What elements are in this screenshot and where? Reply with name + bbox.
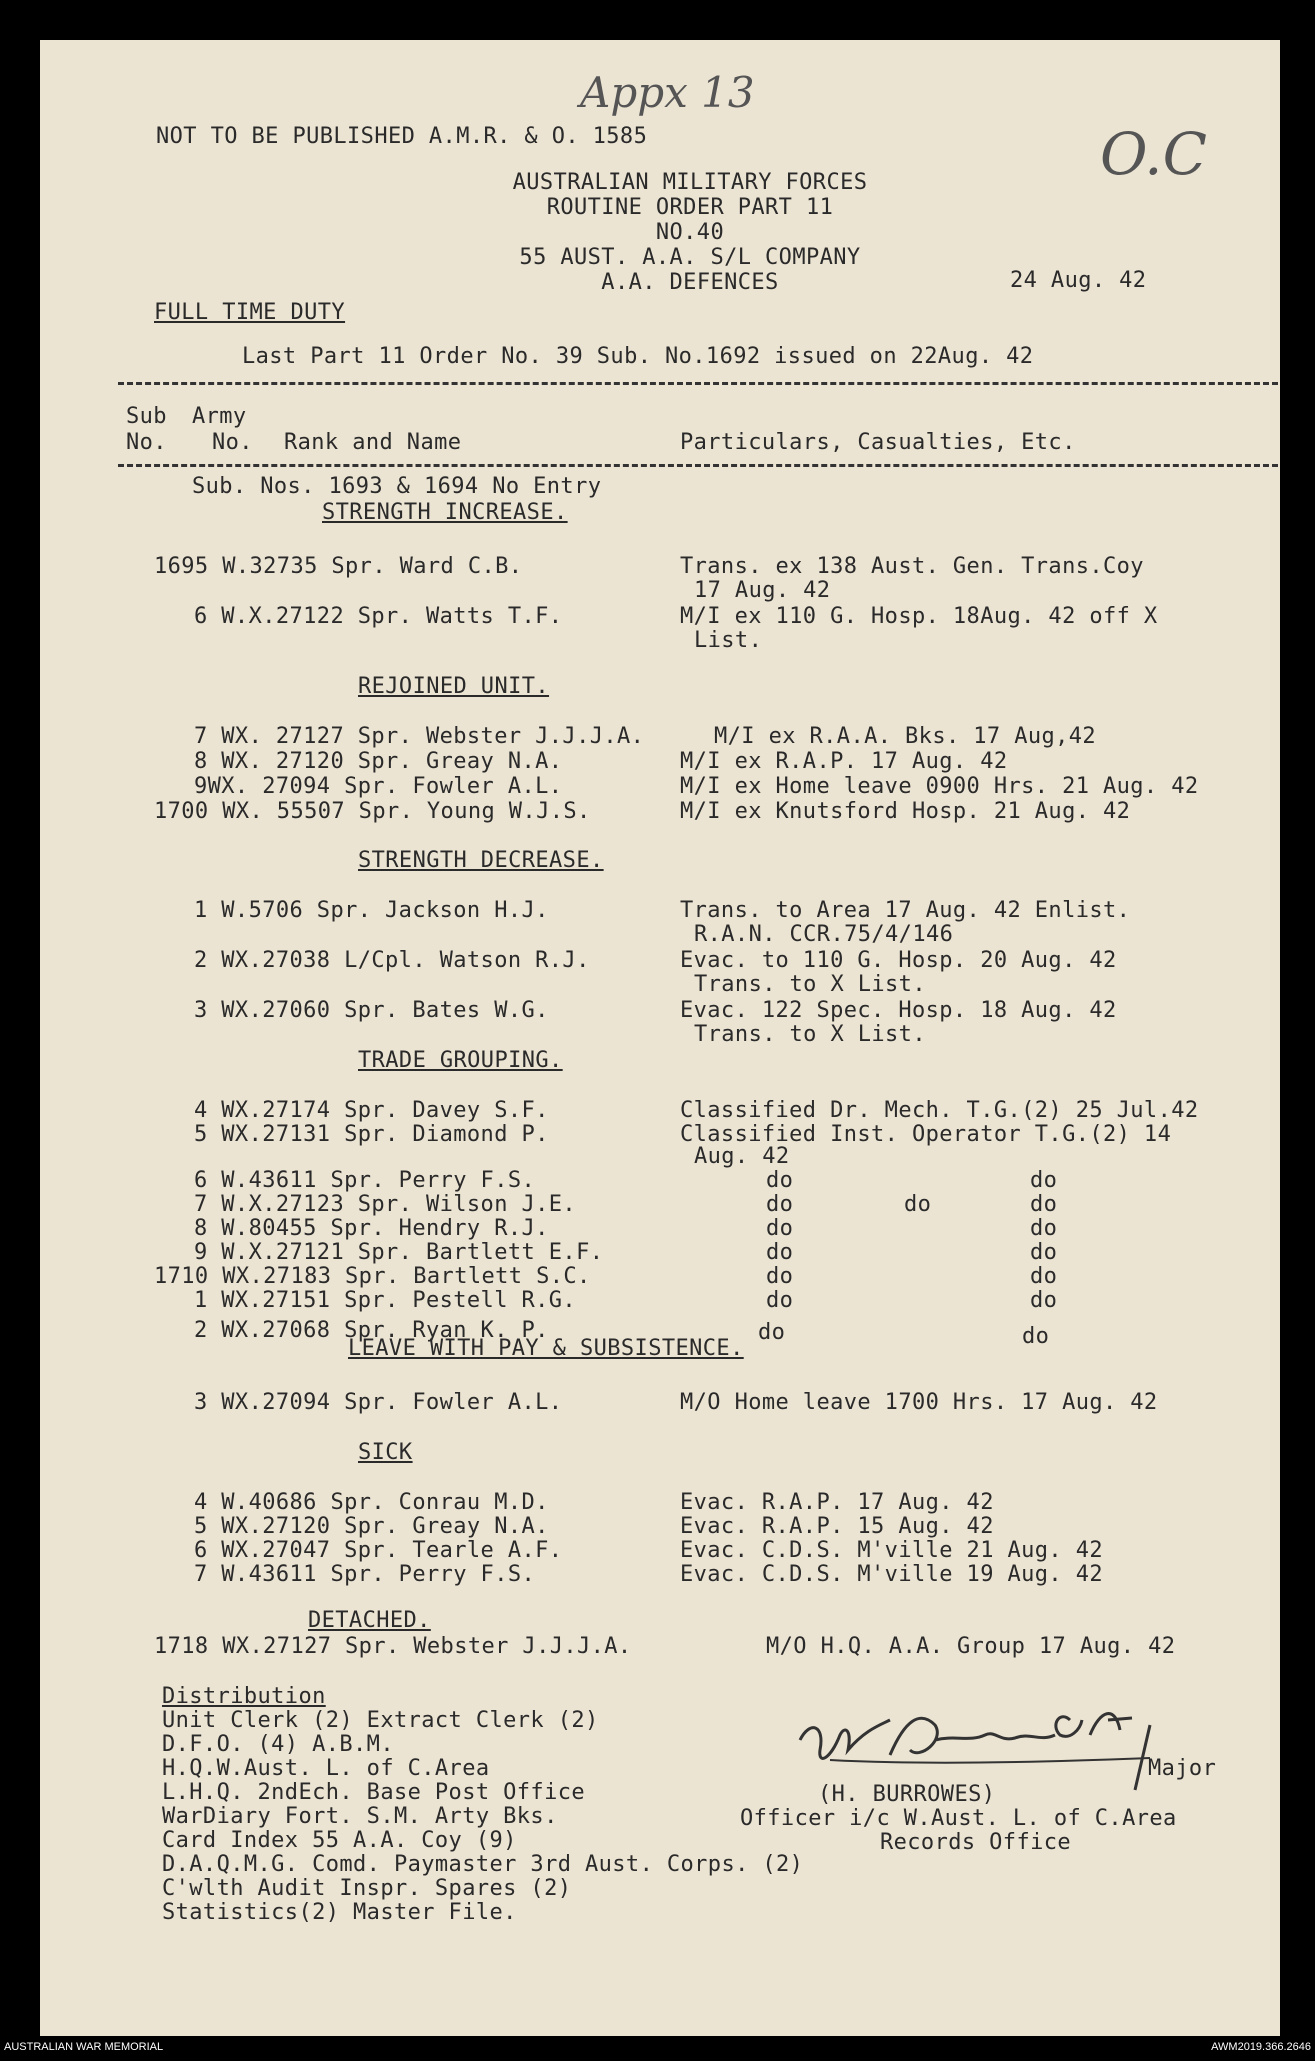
distribution-line: C'wlth Audit Inspr. Spares (2) (162, 1876, 572, 1901)
entry-1702: 2 WX.27038 L/Cpl. Watson R.J. (194, 948, 590, 973)
section-strength-decrease: STRENGTH DECREASE. (358, 848, 604, 873)
section-detached: DETACHED. (308, 1608, 431, 1633)
signatory-office: Records Office (880, 1830, 1072, 1855)
header-line-5: A.A. DEFENCES (601, 270, 779, 295)
entry-1708: 8 W.80455 Spr. Hendry R.J. (194, 1216, 549, 1241)
entry-1698: 8 WX. 27120 Spr. Greay N.A. (194, 749, 563, 774)
header-line-3: NO.40 (655, 220, 725, 245)
col-army-no-label: No. (212, 430, 253, 455)
col-sub-no-label: No. (126, 430, 167, 455)
no-entry-line: Sub. Nos. 1693 & 1694 No Entry (192, 474, 602, 499)
entry-1704-particulars: Classified Dr. Mech. T.G.(2) 25 Jul.42 (680, 1098, 1199, 1123)
col-sub-label: Sub (126, 404, 167, 429)
distribution-line: L.H.Q. 2ndEch. Base Post Office (162, 1780, 585, 1805)
col-particulars-label: Particulars, Casualties, Etc. (680, 430, 1076, 455)
ditto-mark: do (1030, 1168, 1058, 1193)
distribution-line: WarDiary Fort. S.M. Arty Bks. (162, 1804, 558, 1829)
divider-top (118, 382, 1278, 385)
entry-1701-particulars: Trans. to Area 17 Aug. 42 Enlist. (680, 898, 1131, 923)
distribution-line: Unit Clerk (2) Extract Clerk (2) (162, 1708, 599, 1733)
signatory-title: Officer i/c W.Aust. L. of C.Area (740, 1806, 1177, 1831)
footer-catalogue-number: AWM2019.366.2646 (1211, 2041, 1311, 2053)
handwritten-appendix-note: Appx 13 (580, 68, 755, 117)
entry-1698-particulars: M/I ex R.A.P. 17 Aug. 42 (680, 749, 1008, 774)
ditto-mark: do (1030, 1264, 1058, 1289)
ditto-mark: do (758, 1320, 786, 1345)
ditto-mark: do (766, 1264, 794, 1289)
signatory-name: (H. BURROWES) (818, 1782, 996, 1807)
entry-1701: 1 W.5706 Spr. Jackson H.J. (194, 898, 549, 923)
entry-1696: 6 W.X.27122 Spr. Watts T.F. (194, 604, 563, 629)
entry-1706: 6 W.43611 Spr. Perry F.S. (194, 1168, 536, 1193)
entry-1701-particulars-cont: R.A.N. CCR.75/4/146 (694, 922, 954, 947)
header-line-1: AUSTRALIAN MILITARY FORCES (512, 170, 868, 195)
distribution-line: D.F.O. (4) A.B.M. (162, 1732, 394, 1757)
entry-1703-particulars-cont: Trans. to X List. (694, 1022, 926, 1047)
distribution-title: Distribution (162, 1684, 326, 1709)
entry-1715-particulars: Evac. R.A.P. 15 Aug. 42 (680, 1514, 994, 1539)
entry-1705-particulars-cont: Aug. 42 (694, 1144, 790, 1169)
entry-1696-particulars: M/I ex 110 G. Hosp. 18Aug. 42 off X (680, 604, 1158, 629)
entry-1703-particulars: Evac. 122 Spec. Hosp. 18 Aug. 42 (680, 998, 1117, 1023)
section-strength-increase: STRENGTH INCREASE. (322, 500, 568, 525)
entry-1695: 1695 W.32735 Spr. Ward C.B. (154, 554, 523, 579)
distribution-line: Statistics(2) Master File. (162, 1900, 517, 1925)
entry-1713: 3 WX.27094 Spr. Fowler A.L. (194, 1390, 563, 1415)
distribution-line: H.Q.W.Aust. L. of C.Area (162, 1756, 490, 1781)
col-rank-name-label: Rank and Name (284, 430, 462, 455)
ditto-mark: do (1030, 1216, 1058, 1241)
ditto-mark: do (766, 1288, 794, 1313)
distribution-line: D.A.Q.M.G. Comd. Paymaster 3rd Aust. Corps. (2) (162, 1852, 804, 1877)
section-leave-with-pay: LEAVE WITH PAY & SUBSISTENCE. (348, 1336, 744, 1361)
entry-1696-particulars-cont: List. (694, 628, 763, 653)
entry-1700: 1700 WX. 55507 Spr. Young W.J.S. (154, 799, 591, 824)
footer-archive-name: AUSTRALIAN WAR MEMORIAL (4, 2041, 164, 2053)
entry-1711: 1 WX.27151 Spr. Pestell R.G. (194, 1288, 577, 1313)
ditto-mark: do (1022, 1324, 1050, 1349)
entry-1716: 6 WX.27047 Spr. Tearle A.F. (194, 1538, 563, 1563)
entry-1705-particulars: Classified Inst. Operator T.G.(2) 14 (680, 1122, 1172, 1147)
entry-1712: 2 WX.27068 Spr. Ryan K. P. (194, 1318, 549, 1343)
entry-1709: 9 W.X.27121 Spr. Bartlett E.F. (194, 1240, 604, 1265)
section-rejoined-unit: REJOINED UNIT. (358, 674, 550, 699)
distribution-line: Card Index 55 A.A. Coy (9) (162, 1828, 517, 1853)
entry-1703: 3 WX.27060 Spr. Bates W.G. (194, 998, 549, 1023)
ditto-mark: do (766, 1168, 794, 1193)
entry-1718-particulars: M/O H.Q. A.A. Group 17 Aug. 42 (766, 1634, 1176, 1659)
entry-1697-particulars: M/I ex R.A.A. Bks. 17 Aug,42 (714, 724, 1097, 749)
not-published-notice: NOT TO BE PUBLISHED A.M.R. & O. 1585 (156, 124, 648, 149)
entry-1715: 5 WX.27120 Spr. Greay N.A. (194, 1514, 549, 1539)
section-sick: SICK (358, 1440, 413, 1465)
entry-1707: 7 W.X.27123 Spr. Wilson J.E. (194, 1192, 577, 1217)
ditto-mark: do (1030, 1192, 1058, 1217)
entry-1702-particulars-cont: Trans. to X List. (694, 972, 926, 997)
handwritten-oc-note: O.C (1100, 120, 1207, 188)
ditto-mark: do (904, 1192, 932, 1217)
order-date: 24 Aug. 42 (1010, 268, 1147, 293)
duty-heading: FULL TIME DUTY (154, 300, 346, 325)
header-line-2: ROUTINE ORDER PART 11 (546, 195, 834, 220)
ditto-mark: do (766, 1216, 794, 1241)
entry-1695-particulars-cont: 17 Aug. 42 (694, 578, 831, 603)
ditto-mark: do (766, 1240, 794, 1265)
entry-1700-particulars: M/I ex Knutsford Hosp. 21 Aug. 42 (680, 799, 1131, 824)
last-order-line: Last Part 11 Order No. 39 Sub. No.1692 issued on 22Aug. 42 (242, 344, 1034, 369)
entry-1713-particulars: M/O Home leave 1700 Hrs. 17 Aug. 42 (680, 1390, 1158, 1415)
signatory-rank: Major (1148, 1756, 1217, 1781)
header-line-4: 55 AUST. A.A. S/L COMPANY (519, 245, 861, 270)
entry-1717: 7 W.43611 Spr. Perry F.S. (194, 1562, 536, 1587)
entry-1710: 1710 WX.27183 Spr. Bartlett S.C. (154, 1264, 591, 1289)
entry-1705: 5 WX.27131 Spr. Diamond P. (194, 1122, 549, 1147)
entry-1702-particulars: Evac. to 110 G. Hosp. 20 Aug. 42 (680, 948, 1117, 973)
entry-1699: 9WX. 27094 Spr. Fowler A.L. (194, 774, 563, 799)
entry-1714-particulars: Evac. R.A.P. 17 Aug. 42 (680, 1490, 994, 1515)
entry-1716-particulars: Evac. C.D.S. M'ville 21 Aug. 42 (680, 1538, 1103, 1563)
ditto-mark: do (1030, 1240, 1058, 1265)
entry-1695-particulars: Trans. ex 138 Aust. Gen. Trans.Coy (680, 554, 1144, 579)
entry-1717-particulars: Evac. C.D.S. M'ville 19 Aug. 42 (680, 1562, 1103, 1587)
entry-1699-particulars: M/I ex Home leave 0900 Hrs. 21 Aug. 42 (680, 774, 1199, 799)
ditto-mark: do (1030, 1288, 1058, 1313)
col-army-label: Army (192, 404, 247, 429)
entry-1704: 4 WX.27174 Spr. Davey S.F. (194, 1098, 549, 1123)
divider-bottom (118, 464, 1278, 467)
document-page (40, 40, 1280, 2036)
entry-1697: 7 WX. 27127 Spr. Webster J.J.J.A. (194, 724, 645, 749)
section-trade-grouping: TRADE GROUPING. (358, 1048, 563, 1073)
ditto-mark: do (766, 1192, 794, 1217)
entry-1718: 1718 WX.27127 Spr. Webster J.J.J.A. (154, 1634, 632, 1659)
entry-1714: 4 W.40686 Spr. Conrau M.D. (194, 1490, 549, 1515)
